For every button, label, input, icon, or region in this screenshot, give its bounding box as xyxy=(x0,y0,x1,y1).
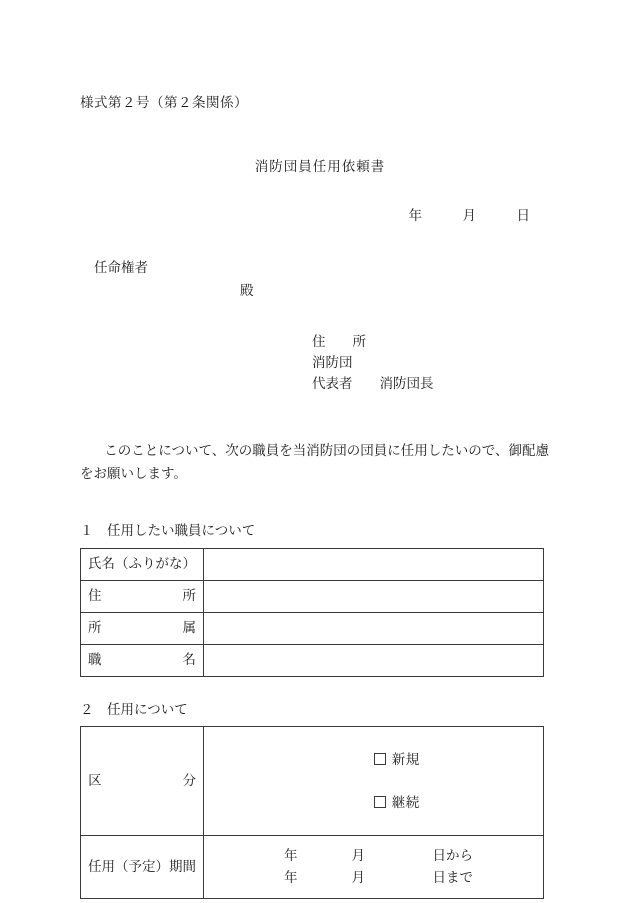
checkbox-continue-icon[interactable] xyxy=(374,796,386,808)
document-title: 消防団員任用依頼書 xyxy=(254,158,386,174)
row-label-address: 住 所 xyxy=(81,580,204,612)
row-value-jobtitle[interactable] xyxy=(204,644,544,676)
checkbox-continue-label: 継続 xyxy=(391,794,420,810)
table-row xyxy=(81,580,544,612)
form-number: 様式第２号（第２条関係） xyxy=(80,95,248,110)
table-row xyxy=(81,644,544,676)
sender-representative: 代表者 消防団長 xyxy=(312,375,434,391)
sender-address-label: 住 所 xyxy=(312,333,366,349)
row-label-name: 氏名（ふりがな） xyxy=(81,548,204,580)
section1-heading: １ 任用したい職員について xyxy=(80,522,256,538)
period-from: 年 月 日から xyxy=(284,847,473,863)
sender-organization: 消防団 xyxy=(312,354,353,370)
row-label-jobtitle: 職 名 xyxy=(81,644,204,676)
checkbox-new-icon[interactable] xyxy=(374,753,386,765)
employee-info-table xyxy=(80,548,544,677)
date-line: 年 月 日 xyxy=(408,208,530,224)
addressee-label: 任命権者 xyxy=(94,259,148,275)
row-label-affiliation: 所 属 xyxy=(81,612,204,644)
addressee-honorific: 殿 xyxy=(240,283,254,299)
row-value-name[interactable] xyxy=(204,548,544,580)
table-row xyxy=(81,836,544,899)
row-label-period: 任用（予定）期間 xyxy=(81,836,204,899)
sender-block xyxy=(80,332,550,395)
row-value-category xyxy=(204,727,544,836)
section2-heading: ２ 任用について xyxy=(80,701,188,717)
checkbox-new-label: 新規 xyxy=(391,751,420,767)
table-row xyxy=(81,727,544,836)
row-label-category: 区 分 xyxy=(81,727,204,836)
period-to: 年 月 日まで xyxy=(284,870,473,886)
row-value-period[interactable] xyxy=(204,836,544,899)
body-text: このことについて、次の職員を当消防団の団員に任用したいので、御配慮をお願いします。 xyxy=(80,442,549,482)
appointment-table xyxy=(80,726,544,899)
row-value-affiliation[interactable] xyxy=(204,612,544,644)
table-row xyxy=(81,548,544,580)
table-row xyxy=(81,612,544,644)
row-value-address[interactable] xyxy=(204,580,544,612)
